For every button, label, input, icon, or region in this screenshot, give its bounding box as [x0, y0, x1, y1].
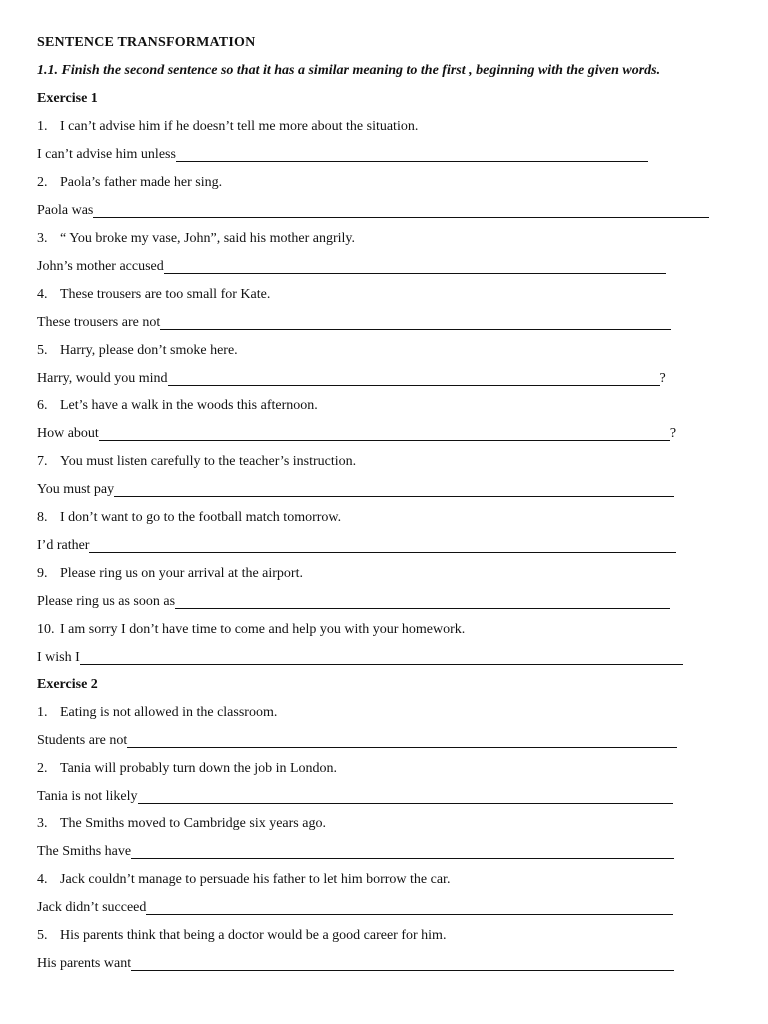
answer-blank[interactable]: [131, 956, 674, 971]
question-number: 2.: [37, 175, 48, 190]
question-number: 3.: [37, 231, 48, 246]
question-number: 9.: [37, 566, 48, 581]
instruction: 1.1. Finish the second sentence so that it has a similar meaning to the first , beginning with the given words.: [37, 63, 661, 78]
answer-blank[interactable]: [114, 482, 674, 497]
answer-blank[interactable]: [164, 259, 666, 274]
answer-line: [37, 146, 648, 164]
answer-line: [37, 425, 676, 443]
answer-blank[interactable]: [80, 650, 683, 665]
answer-stem: Students are not: [37, 733, 128, 748]
question-number: 1.: [37, 705, 48, 720]
answer-stem: Jack didn’t succeed: [37, 900, 147, 915]
question-number: 2.: [37, 761, 48, 776]
question-text: Eating is not allowed in the classroom.: [60, 705, 278, 720]
question-text: I am sorry I don’t have time to come and help you with your homework.: [60, 622, 466, 637]
question-mark: ?: [669, 426, 677, 441]
question: [37, 118, 418, 136]
exercise-heading: Exercise 2: [37, 677, 98, 692]
answer-blank[interactable]: [160, 315, 671, 330]
question: [37, 286, 270, 304]
answer-blank[interactable]: [168, 371, 660, 386]
answer-blank[interactable]: [89, 538, 676, 553]
answer-blank[interactable]: [138, 789, 673, 804]
answer-stem: I wish I: [37, 650, 80, 665]
question: [37, 453, 356, 471]
answer-stem: You must pay: [37, 482, 115, 497]
answer-line: [37, 202, 709, 220]
answer-blank[interactable]: [93, 203, 709, 218]
question: [37, 871, 450, 889]
question-text: “ You broke my vase, John”, said his mother angrily.: [60, 231, 355, 246]
question-text: His parents think that being a doctor would be a good career for him.: [60, 928, 447, 943]
answer-blank[interactable]: [131, 844, 674, 859]
answer-blank[interactable]: [146, 900, 673, 915]
question: [37, 565, 303, 583]
question-number: 5.: [37, 343, 48, 358]
answer-line: [37, 370, 666, 388]
question-text: Tania will probably turn down the job in London.: [60, 761, 338, 776]
answer-stem: I can’t advise him unless: [37, 147, 176, 162]
answer-blank[interactable]: [99, 426, 670, 441]
answer-line: [37, 593, 670, 611]
question-mark: ?: [659, 371, 666, 386]
question-number: 8.: [37, 510, 48, 525]
question: [37, 342, 238, 360]
question-text: Please ring us on your arrival at the airport.: [60, 566, 303, 581]
question-text: Harry, please don’t smoke here.: [60, 343, 238, 358]
question: [37, 397, 318, 415]
question-number: 4.: [37, 287, 48, 302]
answer-stem: John’s mother accused: [37, 259, 164, 274]
answer-line: [37, 732, 677, 750]
answer-stem: These trousers are not: [37, 315, 161, 330]
answer-stem: The Smiths have: [37, 844, 132, 859]
question: [37, 815, 326, 833]
answer-stem: Paola was: [37, 203, 94, 218]
answer-stem: His parents want: [37, 956, 132, 971]
question-number: 7.: [37, 454, 48, 469]
answer-line: [37, 537, 676, 555]
question-number: 5.: [37, 928, 48, 943]
answer-stem: Tania is not likely: [37, 789, 138, 804]
question: [37, 621, 465, 639]
question: [37, 230, 355, 248]
question: [37, 704, 277, 722]
question-text: Let’s have a walk in the woods this afternoon.: [60, 398, 318, 413]
question-text: I don’t want to go to the football match tomorrow.: [60, 510, 342, 525]
answer-stem: I’d rather: [37, 538, 90, 553]
question-text: These trousers are too small for Kate.: [60, 287, 271, 302]
answer-blank[interactable]: [176, 147, 648, 162]
exercise-heading: Exercise 1: [37, 91, 98, 106]
answer-blank[interactable]: [175, 594, 670, 609]
question-number: 1.: [37, 119, 48, 134]
answer-blank[interactable]: [127, 733, 677, 748]
answer-line: [37, 843, 674, 861]
answer-line: [37, 258, 666, 276]
question-number: 6.: [37, 398, 48, 413]
answer-stem: Please ring us as soon as: [37, 594, 176, 609]
question-text: The Smiths moved to Cambridge six years ago.: [60, 816, 326, 831]
question: [37, 760, 337, 778]
question-text: Jack couldn’t manage to persuade his father to let him borrow the car.: [60, 872, 451, 887]
answer-line: [37, 788, 673, 806]
answer-stem: How about: [37, 426, 99, 441]
question: [37, 174, 222, 192]
answer-stem: Harry, would you mind: [37, 371, 168, 386]
question-text: You must listen carefully to the teacher’s instruction.: [60, 454, 357, 469]
question: [37, 927, 446, 945]
question-number: 4.: [37, 872, 48, 887]
question-text: Paola’s father made her sing.: [60, 175, 223, 190]
answer-line: [37, 649, 683, 667]
answer-line: [37, 314, 671, 332]
page-title: SENTENCE TRANSFORMATION: [37, 35, 256, 50]
question-number: 10.: [37, 622, 55, 637]
question-text: I can’t advise him if he doesn’t tell me more about the situation.: [60, 119, 419, 134]
answer-line: [37, 481, 674, 499]
answer-line: [37, 899, 673, 917]
question-number: 3.: [37, 816, 48, 831]
question: [37, 509, 341, 527]
answer-line: [37, 955, 674, 973]
